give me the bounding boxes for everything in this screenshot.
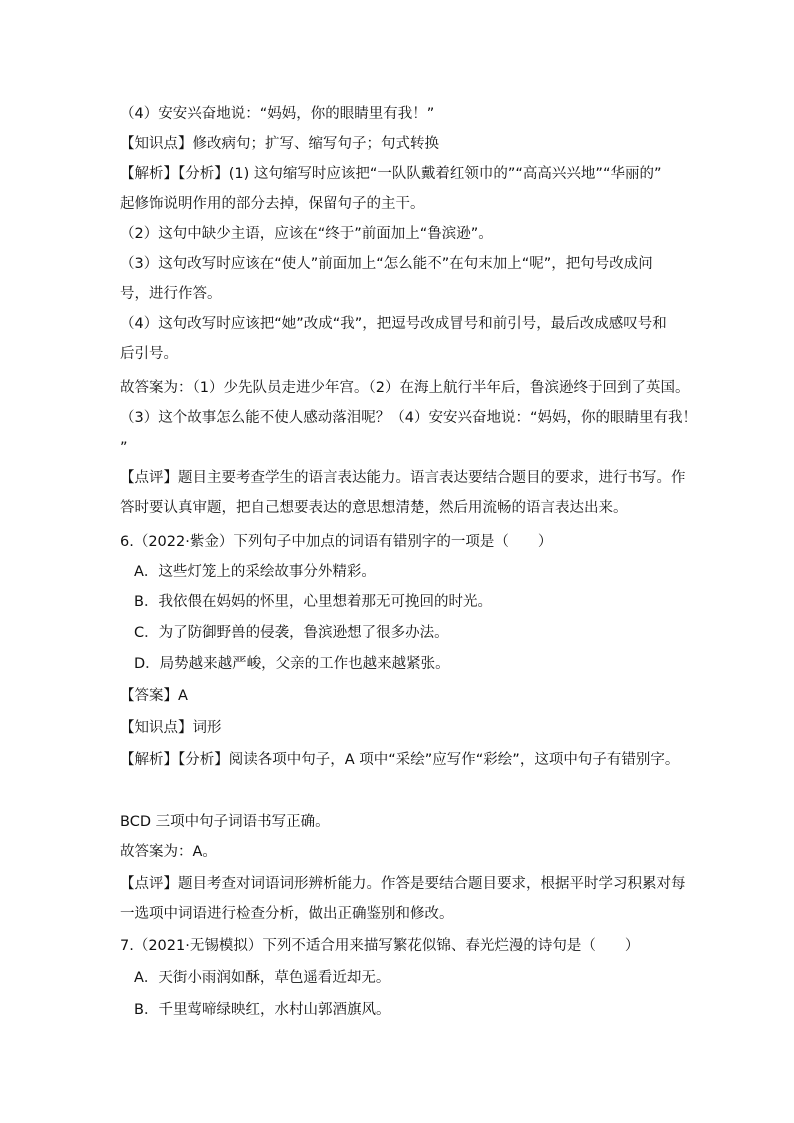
comment-6-line-2: 一选项中词语进行检查分析，做出正确鉴别和修改。: [120, 906, 454, 922]
comment-6-line-1: 【点评】题目考查对词语词形辨析能力。作答是要结合题目要求，根据平时学习积累对每: [120, 876, 686, 892]
analysis-line-4-cont: 后引号。: [120, 346, 178, 362]
option-7a: A．天街小雨润如酥，草色遥看近却无。: [134, 970, 391, 986]
option-6c: C．为了防御野兽的侵袭，鲁滨逊想了很多办法。: [134, 625, 449, 641]
final-answer-6: 故答案为：A。: [120, 844, 217, 860]
analysis-6-line-2: BCD 三项中句子词语书写正确。: [120, 814, 330, 830]
question-6: 6.（2022·紫金）下列句子中加点的词语有错别字的一项是（ ）: [120, 534, 553, 550]
comment-line-1: 【点评】题目主要考查学生的语言表达能力。语言表达要结合题目的要求，进行书写。作: [120, 470, 686, 486]
answer-6: 【答案】A: [120, 688, 188, 704]
analysis-line-1: 【解析】【分析】(1) 这句缩写时应该把“一队队戴着红领巾的”“高高兴兴地”“华丽的”: [120, 166, 662, 182]
analysis-line-3-cont: 号，进行作答。: [120, 286, 222, 302]
analysis-line-3: （3）这句改写时应该在“使人”前面加上“怎么能不”在句末加上“呢”，把句号改成问: [120, 256, 653, 272]
option-6d: D．局势越来越严峻，父亲的工作也越来越紧张。: [134, 656, 450, 672]
question-7: 7.（2021·无锡模拟）下列不适合用来描写繁花似锦、春光烂漫的诗句是（ ）: [120, 938, 640, 954]
analysis-line-4: （4）这句改写时应该把“她”改成“我”，把逗号改成冒号和前引号，最后改成感叹号和: [120, 316, 667, 332]
answer-line-4: （4）安安兴奋地说：“妈妈，你的眼睛里有我！”: [120, 106, 435, 122]
analysis-6-line-1: 【解析】【分析】阅读各项中句子，A 项中“采绘”应写作“彩绘”，这项中句子有错别字。: [120, 752, 680, 768]
final-answer-line-2: （3）这个故事怎么能不使人感动落泪呢？（4）安安兴奋地说：“妈妈，你的眼睛里有我！: [120, 410, 697, 426]
final-answer-line-1: 故答案为：（1）少先队员走进少年宫。（2）在海上航行半年后，鲁滨逊终于回到了英国。: [120, 380, 690, 396]
knowledge-point-6: 【知识点】词形: [120, 720, 222, 736]
comment-line-2: 答时要认真审题，把自己想要表达的意思想清楚，然后用流畅的语言表达出来。: [120, 500, 628, 516]
analysis-line-1-cont: 起修饰说明作用的部分去掉，保留句子的主干。: [120, 196, 425, 212]
option-6b: B．我依偎在妈妈的怀里，心里想着那无可挽回的时光。: [134, 594, 492, 610]
option-6a: A．这些灯笼上的采绘故事分外精彩。: [134, 564, 376, 580]
option-7b: B．千里莺啼绿映红，水村山郭酒旗风。: [134, 1002, 391, 1018]
final-answer-line-3: ”: [120, 440, 128, 456]
knowledge-point-line: 【知识点】修改病句；扩写、缩写句子；句式转换: [120, 136, 439, 152]
analysis-line-2: （2）这句中缺少主语，应该在“终于”前面加上“鲁滨逊”。: [120, 226, 493, 242]
